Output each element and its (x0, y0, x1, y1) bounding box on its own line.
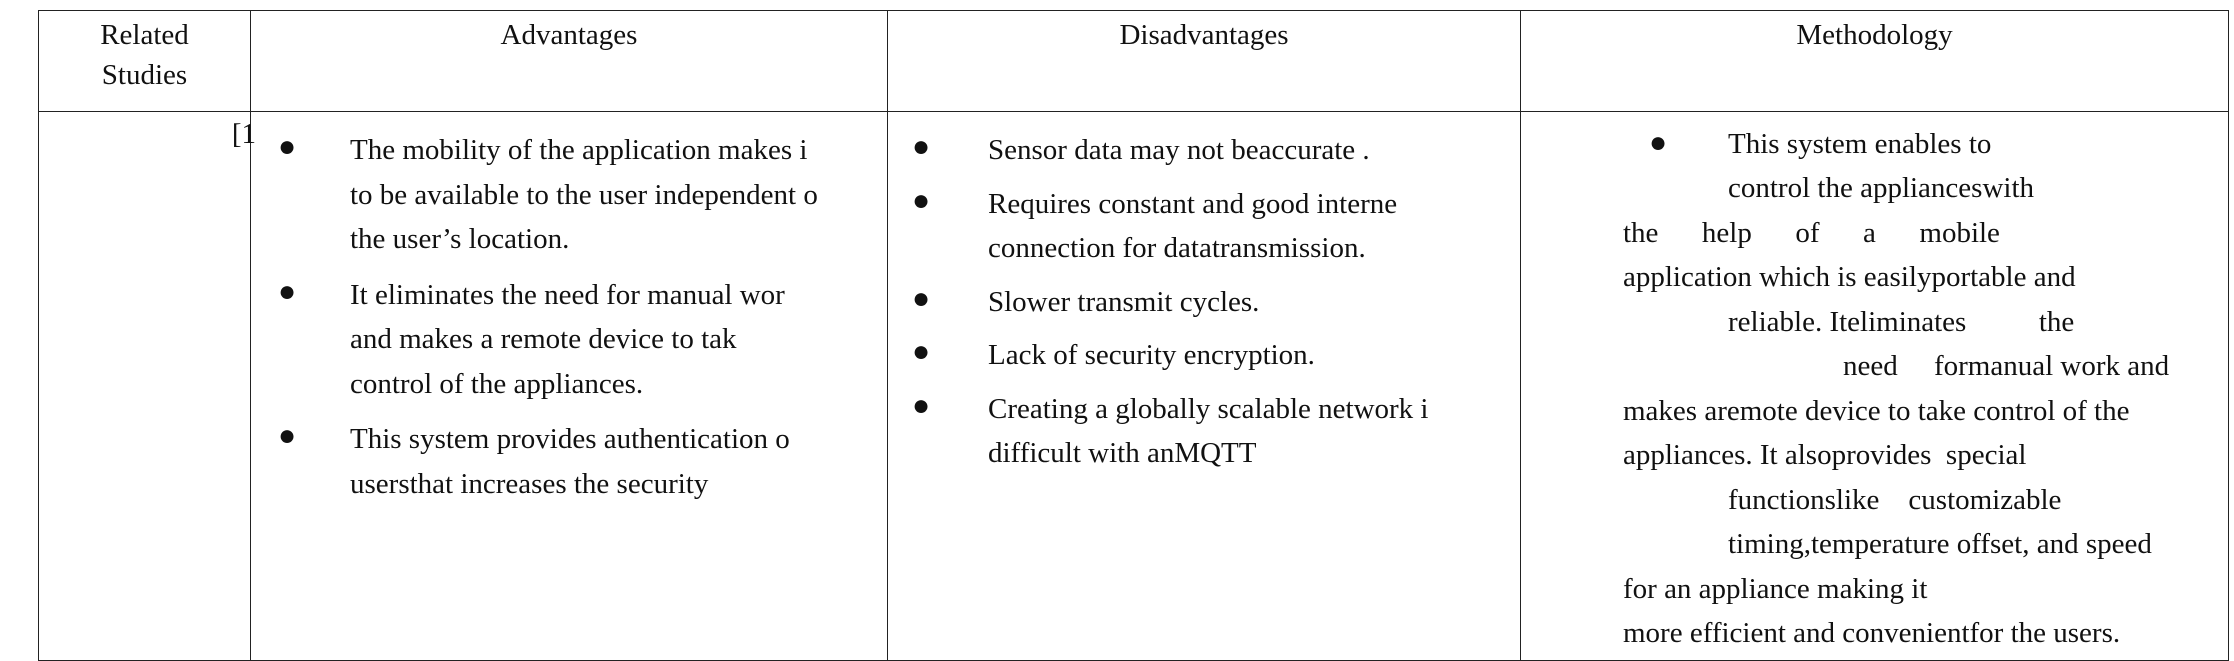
methodology-line: application which is easilyportable and (1623, 261, 2076, 293)
header-related-studies-label: Related Studies (100, 19, 189, 91)
list-item-line: Slower transmit cycles. (988, 285, 1260, 318)
cell-methodology (1521, 112, 2229, 661)
list-item-line: Creating a globally scalable network i (988, 392, 1429, 425)
methodology-line: appliances. It alsoprovides special (1623, 439, 2027, 471)
list-item-line: and makes a remote device to tak (350, 323, 737, 355)
bullet-icon: ● (912, 388, 931, 422)
list-item-line: to be available to the user independent o (350, 178, 818, 211)
methodology-text (1521, 112, 2228, 660)
bullet-icon: ● (912, 130, 931, 163)
header-disadvantages: Disadvantages (888, 11, 1521, 112)
list-item-line: difficult with anMQTT (988, 437, 1257, 469)
bullet-icon: ● (278, 274, 297, 308)
list-item-line: the user’s location. (350, 223, 570, 255)
bullet-icon: ● (912, 335, 931, 368)
methodology-line: reliable. Iteliminates the (1728, 306, 2075, 338)
bullet-icon: ● (1649, 126, 1668, 159)
bullet-icon: ● (912, 281, 931, 315)
list-item-line: Lack of security encryption. (988, 339, 1315, 371)
cell-related-study (39, 112, 256, 661)
methodology-line: timing,temperature offset, and speed (1728, 528, 2152, 560)
list-item-line: usersthat increases the security (350, 467, 709, 500)
table-row (39, 112, 2229, 661)
header-methodology: Methodology (1521, 11, 2229, 112)
methodology-line: This system enables to (1728, 128, 1992, 160)
methodology-line: need formanual work and (1843, 350, 2170, 382)
cell-disadvantages (888, 112, 1521, 661)
comparison-table (38, 10, 2229, 661)
list-item-line: Sensor data may not beaccurate . (988, 134, 1370, 166)
cell-advantages (251, 112, 888, 661)
list-item-line: connection for datatransmission. (988, 232, 1366, 264)
list-item-line: Requires constant and good interne (988, 187, 1398, 220)
methodology-line: control the applianceswith (1728, 172, 2035, 204)
header-advantages: Advantages (251, 11, 888, 112)
list-item-line: It eliminates the need for manual wor (350, 278, 785, 311)
header-related-studies (39, 11, 251, 112)
methodology-line: more efficient and convenientfor the users. (1623, 617, 2121, 649)
list-item-line: The mobility of the application makes i (350, 134, 808, 166)
methodology-line: makes aremote device to take control of the (1623, 395, 2130, 427)
methodology-line: functionslike customizable (1728, 484, 2062, 516)
table-header-row (39, 11, 2229, 112)
bullet-icon: ● (912, 183, 931, 217)
bullet-icon: ● (278, 419, 297, 452)
list-item-line: control of the appliances. (350, 367, 644, 400)
study-reference: [1 (231, 118, 256, 150)
bullet-icon: ● (278, 130, 297, 163)
methodology-line: the help of a mobile (1623, 217, 2000, 249)
methodology-line: for an appliance making it (1623, 573, 1928, 605)
list-item-line: This system provides authentication o (350, 423, 790, 455)
